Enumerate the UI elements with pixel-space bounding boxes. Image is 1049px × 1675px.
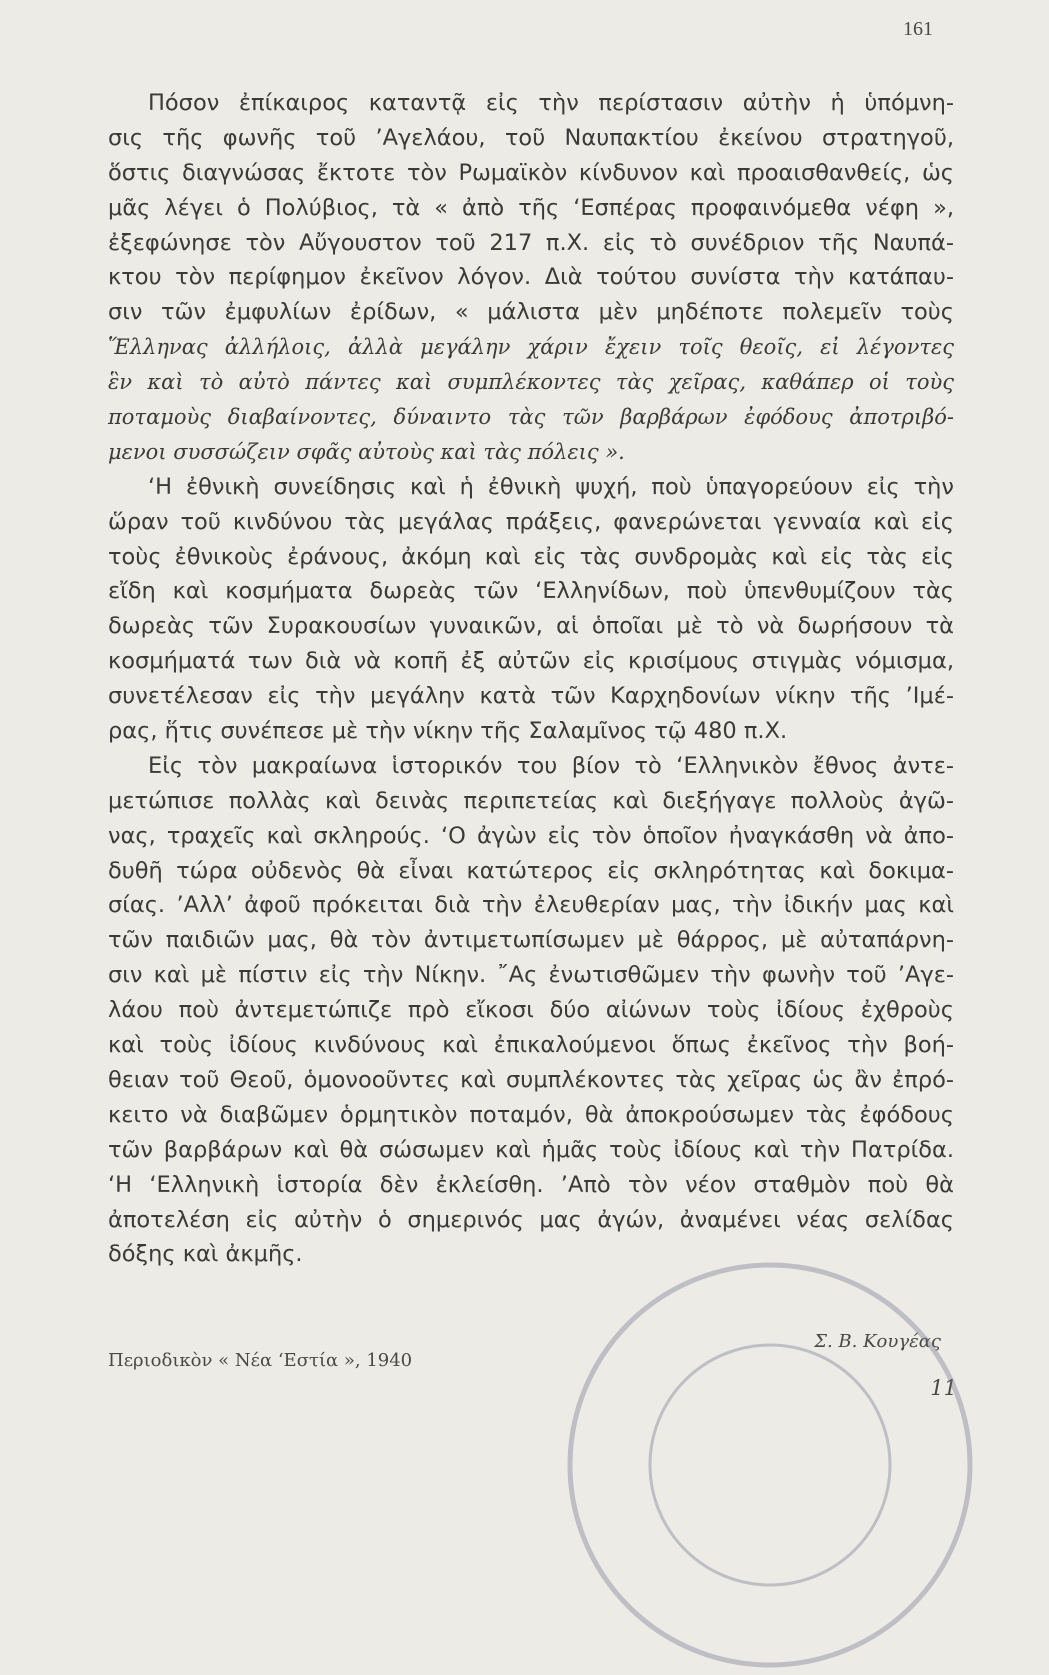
text-line: θειαν τοῦ Θεοῦ, ὁμονοοῦντες καὶ συμπλέκοντες τὰς χεῖρας ὡς ἂν ἐπρό- — [108, 1066, 954, 1093]
text-line: δυθῆ τώρα οὐδενὸς θὰ εἶναι κατώτερος εἰς σκληρότητας καὶ δοκιμα- — [108, 857, 954, 884]
text-line: κειτο νὰ διαβῶμεν ὁρμητικὸν ποταμόν, θὰ ἀποκρούσωμεν τὰς ἐφόδους — [108, 1101, 954, 1128]
text-line: σιν καὶ μὲ πίστιν εἰς τὴν Νίκην. ῎Ας ἐνωτισθῶμεν τὴν φωνὴν τοῦ ’Αγε- — [108, 962, 954, 989]
page-number: 161 — [903, 18, 933, 40]
text-line: ὥραν τοῦ κινδύνου τὰς μεγάλας πράξεις, φανερώνεται γενναία καὶ εἰς — [108, 508, 954, 535]
library-stamp-icon — [560, 1255, 980, 1675]
text-line: τῶν παιδιῶν μας, θὰ τὸν ἀντιμετωπίσωμεν μὲ θάρρος, μὲ αὐταπάρνη- — [108, 927, 954, 954]
text-line: ὅστις διαγνώσας ἔκτοτε τὸν Ρωμαϊκὸν κίνδυνον καὶ προαισθανθείς, ὡς — [108, 159, 954, 186]
text-line: μετώπισε πολλὰς καὶ δεινὰς περιπετείας καὶ διεξήγαγε πολλοὺς ἀγῶ- — [108, 787, 954, 814]
text-line: τοὺς ἐθνικοὺς ἐράνους, ἀκόμη καὶ εἰς τὰς συνδρομὰς καὶ εἰς τὰς εἰς — [108, 543, 954, 570]
text-line: μᾶς λέγει ὁ Πολύβιος, τὰ « ἀπὸ τῆς ‘Εσπέρας προφαινόμεθα νέφη », — [108, 194, 954, 221]
text-line: νας, τραχεῖς καὶ σκληρούς. ‘Ο ἀγὼν εἰς τὸν ὁποῖον ἠναγκάσθη νὰ ἀπο- — [108, 822, 954, 849]
text-line: λάου ποὺ ἀντεμετώπιζε πρὸ εἴκοσι δύο αἰώνων τοὺς ἰδίους ἐχθροὺς — [108, 997, 954, 1024]
text-line: σις τῆς φωνῆς τοῦ ’Αγελάου, τοῦ Ναυπακτίου ἐκείνου στρατηγοῦ, — [108, 124, 954, 151]
text-line: σιν τῶν ἐμφυλίων ἐρίδων, « μάλιστα μὲν μηδέποτε πολεμεῖν τοὺς — [108, 299, 954, 326]
source-citation: Περιοδικὸν « Νέα ‘Εστία », 1940 — [108, 1350, 413, 1371]
text-line: συνετέλεσαν εἰς τὴν μεγάλην κατὰ τῶν Καρχηδονίων νίκην τῆς ’Ιμέ- — [108, 683, 954, 710]
text-line: κοσμήματά των διὰ νὰ κοπῆ ἐξ αὐτῶν εἰς κρισίμους στιγμὰς νόμισμα, — [108, 648, 954, 675]
text-line: ποταμοὺς διαβαίνοντες, δύναιντο τὰς τῶν βαρβάρων ἐφόδους ἀποτριβό- — [108, 405, 954, 430]
text-line: ἐξεφώνησε τὸν Αὔγουστον τοῦ 217 π.Χ. εἰς τὸ συνέδριον τῆς Ναυπά- — [108, 229, 954, 256]
text-line: καὶ τοὺς ἰδίους κινδύνους καὶ ἐπικαλούμενοι ὅπως ἐκεῖνος τὴν βοή- — [108, 1032, 954, 1059]
text-line: ‘Η ‘Ελληνικὴ ἱστορία δὲν ἐκλείσθη. ’Απὸ τὸν νέον σταθμὸν ποὺ θὰ — [108, 1171, 954, 1198]
text-line: δόξης καὶ ἀκμῆς. — [108, 1241, 303, 1268]
text-line: Πόσον ἐπίκαιρος καταντᾷ εἰς τὴν περίστασιν αὐτὴν ἡ ὑπόμνη- — [148, 90, 954, 116]
text-line: ἀποτελέση εἰς αὐτὴν ὁ σημερινός μας ἀγών, ἀναμένει νέας σελίδας — [108, 1206, 954, 1233]
signature-number: 11 — [930, 1376, 957, 1400]
text-line: ἓν καὶ τὸ αὐτὸ πάντες καὶ συμπλέκοντες τὰς χεῖρας, καθάπερ οἱ τοὺς — [108, 370, 954, 395]
text-line: ‘Η ἐθνικὴ συνείδησις καὶ ἡ ἐθνικὴ ψυχή, ποὺ ὑπαγορεύουν εἰς τὴν — [148, 473, 954, 500]
text-line: δωρεὰς τῶν Συρακουσίων γυναικῶν, αἱ ὁποῖαι μὲ τὸ νὰ δωρήσουν τὰ — [108, 613, 954, 640]
text-line: Ἕλληνας ἀλλήλοις, ἀλλὰ μεγάλην χάριν ἔχειν τοῖς θεοῖς, εἰ λέγοντες — [108, 335, 954, 360]
text-line: τῶν βαρβάρων καὶ θὰ σώσωμεν καὶ ἡμᾶς τοὺς ἰδίους καὶ τὴν Πατρίδα. — [108, 1136, 954, 1163]
text-line: ρας, ἥτις συνέπεσε μὲ τὴν νίκην τῆς Σαλαμῖνος τῷ 480 π.Χ. — [108, 718, 788, 745]
text-line: μενοι συσσώζειν σφᾶς αὐτοὺς καὶ τὰς πόλεις ». — [108, 439, 625, 464]
author-signature: Σ. Β. Κουγέας — [814, 1331, 941, 1352]
text-line: Εἰς τὸν μακραίωνα ἱστορικόν του βίον τὸ ‘Ελληνικὸν ἔθνος ἀντε- — [148, 752, 954, 779]
article-body — [108, 86, 954, 1272]
text-line: σίας. ’Αλλ’ ἀφοῦ πρόκειται διὰ τὴν ἐλευθερίαν μας, τὴν ἰδικήν μας καὶ — [108, 892, 954, 919]
text-line: εἴδη καὶ κοσμήματα δωρεὰς τῶν ‘Ελληνίδων, ποὺ ὑπενθυμίζουν τὰς — [108, 578, 954, 605]
text-line: κτου τὸν περίφημον ἐκεῖνον λόγον. Διὰ τούτου συνίστα τὴν κατάπαυ- — [108, 264, 954, 291]
